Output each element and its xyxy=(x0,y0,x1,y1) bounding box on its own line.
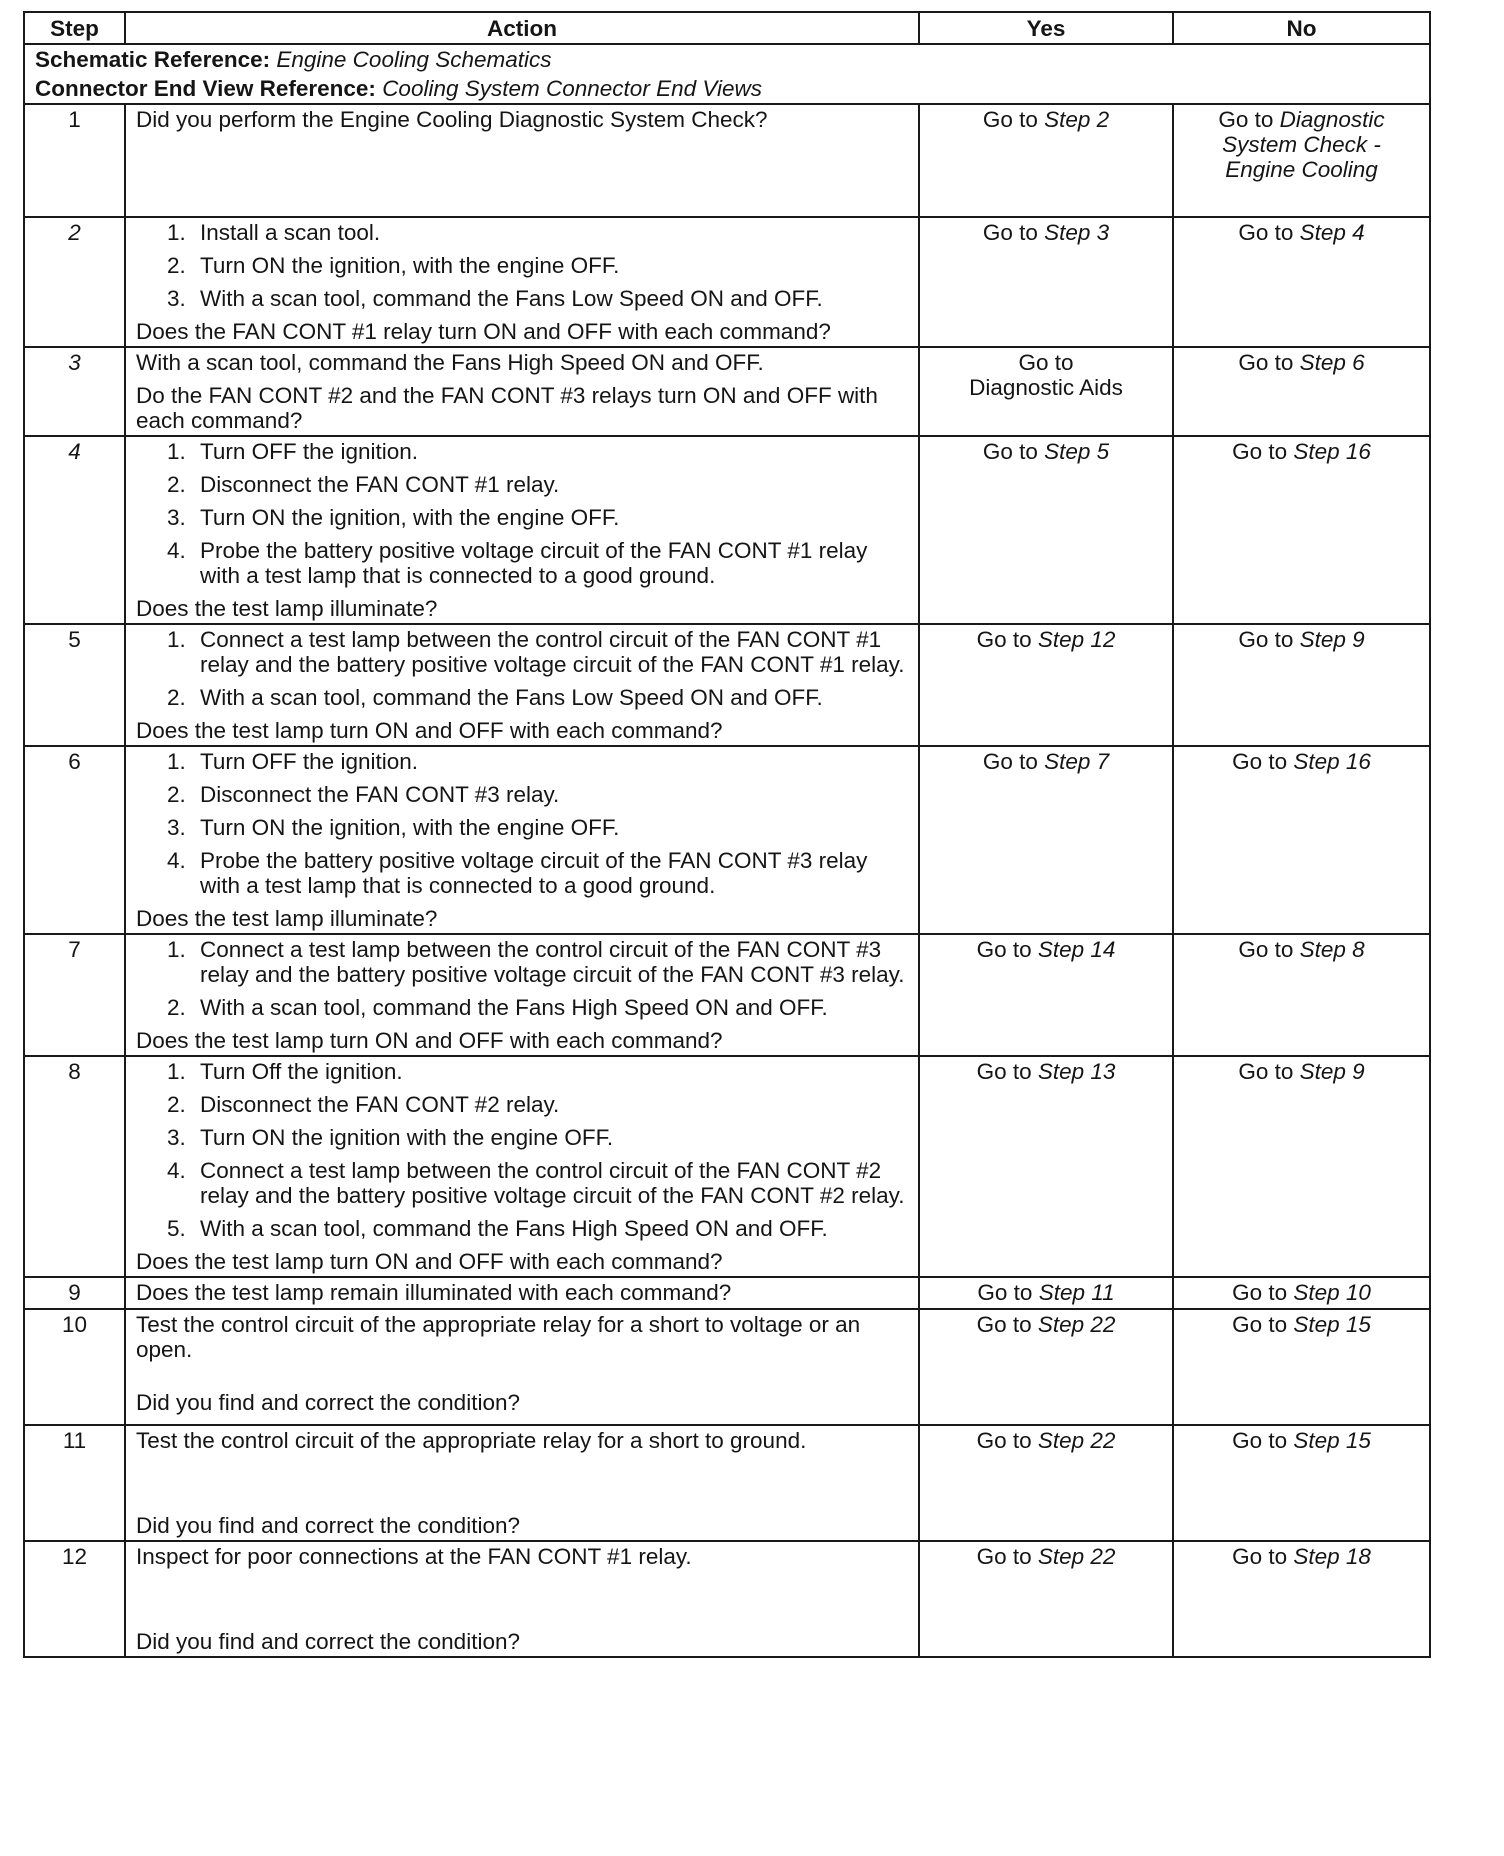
header-yes: Yes xyxy=(919,12,1173,44)
no-step-link[interactable]: Step 16 xyxy=(1293,439,1371,464)
step-number: 10 xyxy=(24,1309,125,1425)
no-step-link[interactable]: Step 15 xyxy=(1293,1428,1371,1453)
yes-cell xyxy=(919,746,1173,934)
yes-goto-text: Go to xyxy=(976,1059,1038,1084)
no-cell xyxy=(1173,624,1430,746)
yes-goto-text: Go to xyxy=(982,749,1045,774)
no-step-link[interactable]: Step 15 xyxy=(1293,1312,1371,1337)
yes-goto-text: Go to xyxy=(976,1428,1038,1453)
no-goto-text: Go to xyxy=(1232,1280,1294,1305)
yes-step-link[interactable]: Step 2 xyxy=(1044,107,1110,132)
action-step-item: 3. With a scan tool, command the Fans Low Speed ON and OFF. xyxy=(192,286,908,311)
header-no: No xyxy=(1173,12,1430,44)
yes-cell xyxy=(919,347,1173,436)
no-goto-text: Go to xyxy=(1218,107,1280,132)
yes-cell xyxy=(919,624,1173,746)
action-question: Did you find and correct the condition? xyxy=(136,1390,520,1415)
table-row xyxy=(24,217,1430,347)
no-goto-text: Go to xyxy=(1232,439,1294,464)
action-cell xyxy=(125,934,919,1056)
header-row xyxy=(24,12,1430,44)
step-number: 8 xyxy=(24,1056,125,1277)
connector-reference-link[interactable]: Cooling System Connector End Views xyxy=(382,76,762,101)
yes-goto-text: Go to xyxy=(976,1544,1038,1569)
no-step-link[interactable]: Step 18 xyxy=(1293,1544,1371,1569)
action-cell xyxy=(125,1277,919,1309)
action-step-item: 1. Install a scan tool. xyxy=(192,220,908,245)
yes-step-link[interactable]: Step 12 xyxy=(1037,627,1116,652)
yes-step-link[interactable]: Step 5 xyxy=(1044,439,1110,464)
no-cell xyxy=(1173,1425,1430,1541)
yes-goto-text: Go to xyxy=(976,1312,1038,1337)
action-step-item: 5. With a scan tool, command the Fans High Speed ON and OFF. xyxy=(192,1216,908,1241)
action-step-item: 1. Connect a test lamp between the control circuit of the FAN CONT #1 relay and the battery positive voltage circuit of the FAN CONT #1 relay. xyxy=(192,627,908,677)
yes-step-link[interactable]: Step 22 xyxy=(1037,1544,1116,1569)
yes-goto-text: Go to xyxy=(1018,350,1074,375)
action-step-item: 1. Turn OFF the ignition. xyxy=(192,439,908,464)
no-goto-text: Go to xyxy=(1238,937,1300,962)
no-cell xyxy=(1173,1277,1430,1309)
yes-goto-text: Go to xyxy=(977,1280,1039,1305)
action-steps-list xyxy=(136,749,908,898)
action-cell xyxy=(125,217,919,347)
action-cell xyxy=(125,624,919,746)
no-cell xyxy=(1173,347,1430,436)
action-steps-list xyxy=(136,627,908,710)
no-cell xyxy=(1173,217,1430,347)
action-question: Did you find and correct the condition? xyxy=(136,1629,520,1654)
yes-goto-text: Go to xyxy=(982,107,1045,132)
yes-cell xyxy=(919,104,1173,217)
schematic-reference xyxy=(24,44,1430,74)
no-goto-text: Go to xyxy=(1238,1059,1300,1084)
no-diagnostic-link-line2[interactable]: System Check - xyxy=(1222,132,1381,157)
yes-step-link[interactable]: Step 22 xyxy=(1037,1428,1116,1453)
no-cell xyxy=(1173,436,1430,624)
yes-step-link[interactable]: Step 3 xyxy=(1044,220,1110,245)
yes-goto-text: Go to xyxy=(982,220,1045,245)
connector-reference-row xyxy=(24,74,1430,104)
action-step-item: 2. Disconnect the FAN CONT #3 relay. xyxy=(192,782,908,807)
step-number: 4 xyxy=(24,436,125,624)
action-steps-list xyxy=(136,937,908,1020)
action-step-item: 1. Turn Off the ignition. xyxy=(192,1059,908,1084)
yes-cell xyxy=(919,934,1173,1056)
no-step-link[interactable]: Step 16 xyxy=(1293,749,1371,774)
action-step-item: 3. Turn ON the ignition with the engine OFF. xyxy=(192,1125,908,1150)
action-cell xyxy=(125,104,919,217)
table-row xyxy=(24,1277,1430,1309)
schematic-reference-row xyxy=(24,44,1430,74)
table-row xyxy=(24,624,1430,746)
no-step-link[interactable]: Step 8 xyxy=(1299,937,1365,962)
action-cell xyxy=(125,1425,919,1541)
action-question: Does the test lamp illuminate? xyxy=(136,906,438,931)
action-step-item: 2. With a scan tool, command the Fans High Speed ON and OFF. xyxy=(192,995,908,1020)
no-goto-text: Go to xyxy=(1232,1544,1294,1569)
no-goto-text: Go to xyxy=(1238,627,1300,652)
action-steps-list xyxy=(136,439,908,588)
yes-cell xyxy=(919,1541,1173,1657)
action-question: Do the FAN CONT #2 and the FAN CONT #3 relays turn ON and OFF with each command? xyxy=(136,383,878,433)
no-step-link[interactable]: Step 4 xyxy=(1299,220,1365,245)
schematic-reference-label: Schematic Reference: xyxy=(35,47,271,72)
step-number: 1 xyxy=(24,104,125,217)
yes-cell xyxy=(919,1425,1173,1541)
table-row xyxy=(24,1541,1430,1657)
step-number: 2 xyxy=(24,217,125,347)
no-cell xyxy=(1173,1541,1430,1657)
step-number: 3 xyxy=(24,347,125,436)
action-question: Does the test lamp turn ON and OFF with each command? xyxy=(136,1249,723,1274)
action-instruction: Test the control circuit of the appropriate relay for a short to ground. xyxy=(136,1428,807,1453)
step-number: 7 xyxy=(24,934,125,1056)
action-cell xyxy=(125,746,919,934)
no-cell xyxy=(1173,934,1430,1056)
table-row xyxy=(24,1425,1430,1541)
action-step-item: 1. Turn OFF the ignition. xyxy=(192,749,908,774)
no-goto-text: Go to xyxy=(1238,350,1300,375)
table-row xyxy=(24,104,1430,217)
no-goto-text: Go to xyxy=(1238,220,1300,245)
action-cell xyxy=(125,1309,919,1425)
connector-reference xyxy=(24,74,1430,104)
no-step-link[interactable]: Step 9 xyxy=(1299,627,1365,652)
action-cell xyxy=(125,347,919,436)
step-number: 12 xyxy=(24,1541,125,1657)
table-row xyxy=(24,1056,1430,1277)
no-step-link[interactable]: Step 9 xyxy=(1299,1059,1365,1084)
action-step-item: 2. With a scan tool, command the Fans Low Speed ON and OFF. xyxy=(192,685,908,710)
no-goto-text: Go to xyxy=(1232,1312,1294,1337)
action-question: Does the test lamp turn ON and OFF with each command? xyxy=(136,1028,723,1053)
yes-step-link[interactable]: Step 11 xyxy=(1038,1280,1115,1305)
yes-step-link[interactable]: Step 22 xyxy=(1037,1312,1116,1337)
no-cell xyxy=(1173,1309,1430,1425)
no-cell xyxy=(1173,746,1430,934)
action-step-item: 1. Connect a test lamp between the control circuit of the FAN CONT #3 relay and the battery positive voltage circuit of the FAN CONT #3 relay. xyxy=(192,937,908,987)
no-cell xyxy=(1173,1056,1430,1277)
yes-step-link[interactable]: Step 13 xyxy=(1037,1059,1116,1084)
diagnostic-table xyxy=(23,11,1431,1658)
action-step-item: 4. Probe the battery positive voltage circuit of the FAN CONT #3 relay with a test lamp that is connected to a good ground. xyxy=(192,848,908,898)
yes-diagnostic-aids-link[interactable]: Diagnostic Aids xyxy=(969,375,1123,400)
yes-cell xyxy=(919,1309,1173,1425)
no-diagnostic-link[interactable]: Diagnostic xyxy=(1279,107,1385,132)
header-step: Step xyxy=(24,12,125,44)
yes-goto-text: Go to xyxy=(976,937,1038,962)
yes-cell xyxy=(919,1277,1173,1309)
yes-step-link[interactable]: Step 7 xyxy=(1044,749,1110,774)
action-step-item: 3. Turn ON the ignition, with the engine OFF. xyxy=(192,505,908,530)
yes-cell xyxy=(919,217,1173,347)
action-step-item: 2. Disconnect the FAN CONT #2 relay. xyxy=(192,1092,908,1117)
action-step-item: 2. Disconnect the FAN CONT #1 relay. xyxy=(192,472,908,497)
action-question: Did you perform the Engine Cooling Diagnostic System Check? xyxy=(136,107,768,132)
yes-cell xyxy=(919,1056,1173,1277)
yes-goto-text: Go to xyxy=(982,439,1045,464)
no-step-link[interactable]: Step 6 xyxy=(1299,350,1365,375)
action-instruction: Test the control circuit of the appropriate relay for a short to voltage or an open. xyxy=(136,1312,861,1362)
yes-step-link[interactable]: Step 14 xyxy=(1037,937,1116,962)
connector-reference-label: Connector End View Reference: xyxy=(35,76,376,101)
action-question: Does the test lamp illuminate? xyxy=(136,596,438,621)
no-goto-text: Go to xyxy=(1232,1428,1294,1453)
header-action: Action xyxy=(125,12,919,44)
step-number: 5 xyxy=(24,624,125,746)
table-row xyxy=(24,347,1430,436)
table-row xyxy=(24,1309,1430,1425)
action-step-item: 3. Turn ON the ignition, with the engine OFF. xyxy=(192,815,908,840)
action-instruction: With a scan tool, command the Fans High Speed ON and OFF. xyxy=(136,350,764,375)
step-number: 9 xyxy=(24,1277,125,1309)
table-row xyxy=(24,436,1430,624)
action-question: Does the test lamp remain illuminated with each command? xyxy=(136,1280,732,1305)
action-question: Does the test lamp turn ON and OFF with each command? xyxy=(136,718,723,743)
table-row xyxy=(24,746,1430,934)
action-step-item: 4. Connect a test lamp between the control circuit of the FAN CONT #2 relay and the battery positive voltage circuit of the FAN CONT #2 relay. xyxy=(192,1158,908,1208)
action-cell xyxy=(125,1541,919,1657)
yes-cell xyxy=(919,436,1173,624)
action-step-item: 2. Turn ON the ignition, with the engine OFF. xyxy=(192,253,908,278)
table-row xyxy=(24,934,1430,1056)
action-steps-list xyxy=(136,1059,908,1241)
action-steps-list xyxy=(136,220,908,311)
action-question: Does the FAN CONT #1 relay turn ON and OFF with each command? xyxy=(136,319,831,344)
action-step-item: 4. Probe the battery positive voltage circuit of the FAN CONT #1 relay with a test lamp that is connected to a good ground. xyxy=(192,538,908,588)
schematic-reference-link[interactable]: Engine Cooling Schematics xyxy=(276,47,552,72)
action-question: Did you find and correct the condition? xyxy=(136,1513,520,1538)
action-instruction: Inspect for poor connections at the FAN CONT #1 relay. xyxy=(136,1544,692,1569)
no-cell xyxy=(1173,104,1430,217)
action-cell xyxy=(125,436,919,624)
step-number: 11 xyxy=(24,1425,125,1541)
no-step-link[interactable]: Step 10 xyxy=(1293,1280,1371,1305)
no-goto-text: Go to xyxy=(1232,749,1294,774)
no-diagnostic-link-line3[interactable]: Engine Cooling xyxy=(1225,157,1378,182)
yes-goto-text: Go to xyxy=(976,627,1038,652)
action-cell xyxy=(125,1056,919,1277)
step-number: 6 xyxy=(24,746,125,934)
